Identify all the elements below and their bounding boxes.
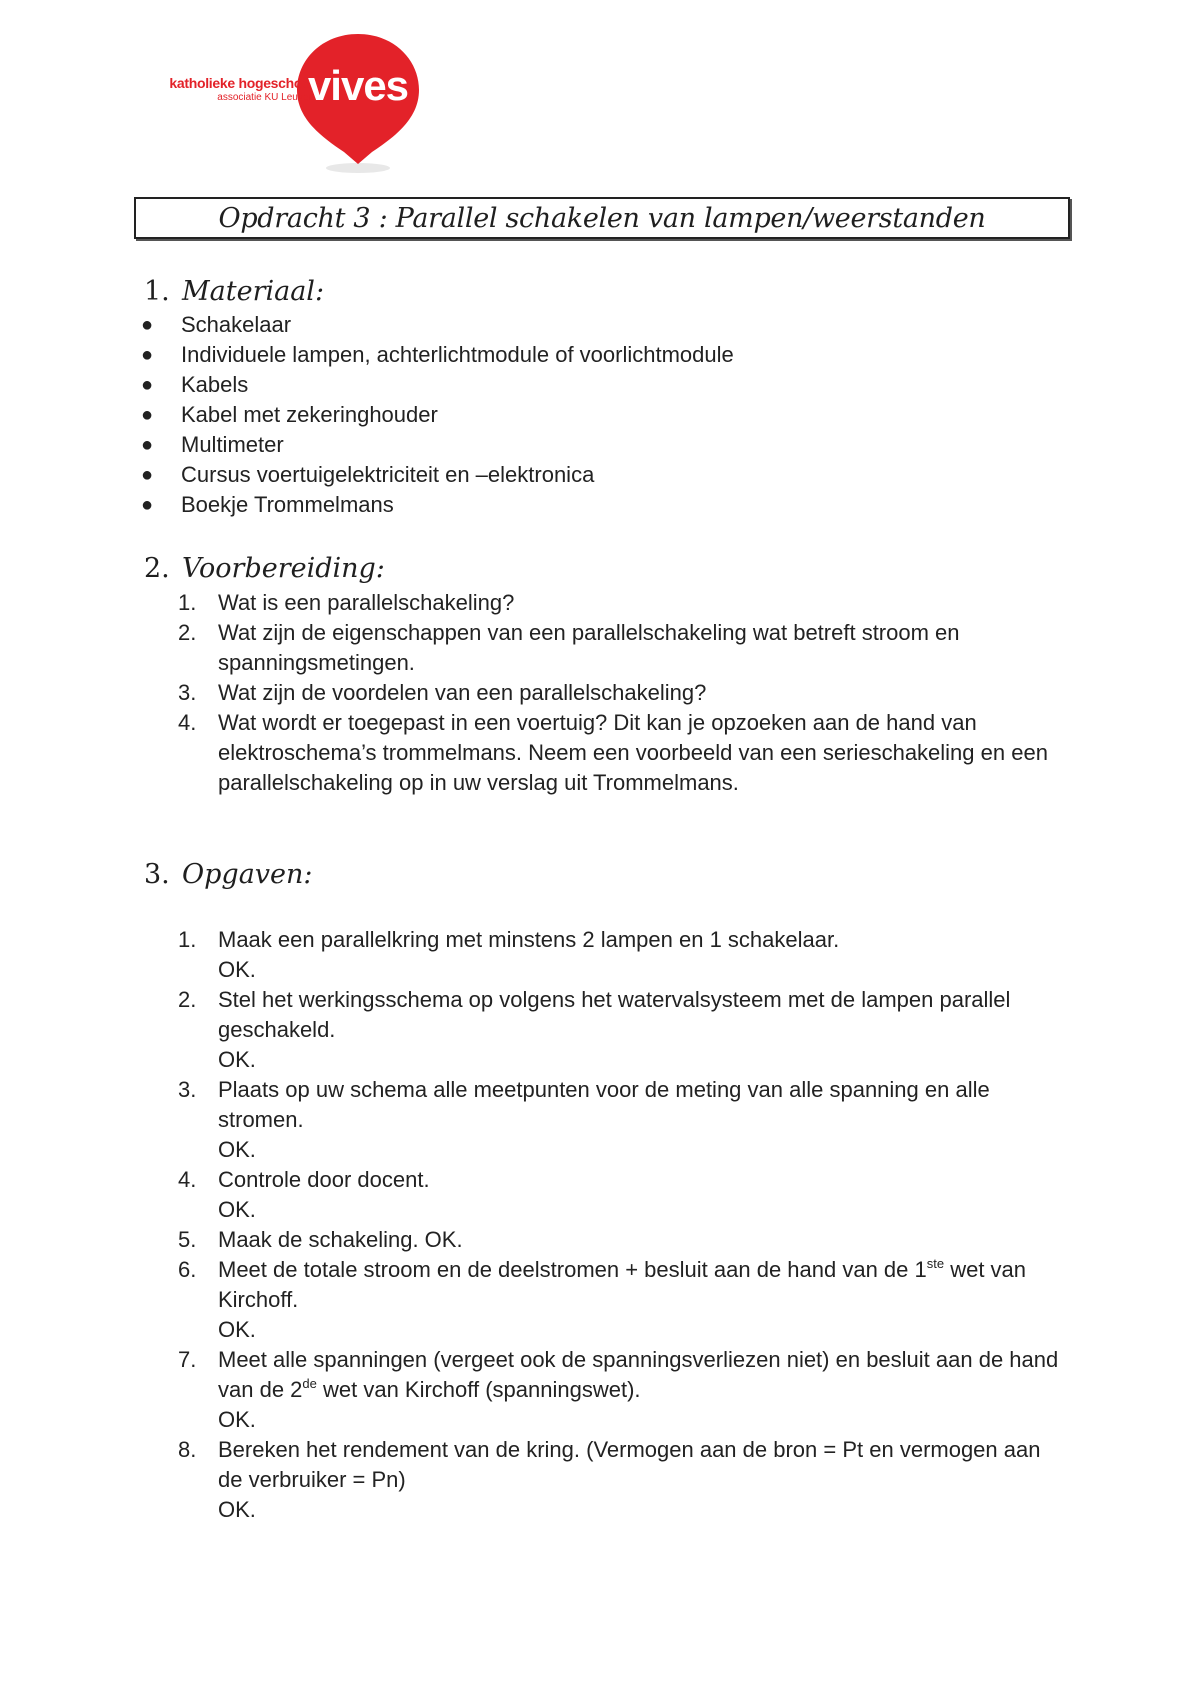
section-title: Opgaven:	[182, 859, 313, 890]
logo-text	[164, 75, 314, 103]
materiaal-list	[0, 310, 734, 520]
ok-text: OK.	[218, 1197, 256, 1222]
list-item: 6. Meet de totale stroom en de deelstromen + besluit aan de hand van de 1ste wet van Kirchoff. OK.	[0, 1255, 1068, 1345]
ok-text: OK.	[218, 1047, 256, 1072]
bullet-icon: ●	[141, 494, 154, 516]
section-number: 1.	[144, 276, 170, 307]
voorbereiding-list	[0, 588, 1068, 798]
bullet-icon: ●	[141, 464, 154, 486]
list-item: 1. Maak een parallelkring met minstens 2 lampen en 1 schakelaar. OK.	[0, 925, 1068, 985]
ok-text: OK.	[218, 1317, 256, 1342]
section-number: 3.	[144, 859, 170, 890]
logo-wordmark: vives	[307, 62, 409, 109]
list-item: ● Schakelaar	[0, 310, 734, 340]
ok-text: OK.	[218, 957, 256, 982]
section-heading-opgaven	[144, 859, 313, 890]
list-item: 1. Wat is een parallelschakeling?	[178, 590, 515, 615]
list-item: ● Boekje Trommelmans	[0, 490, 734, 520]
list-item: 2. Stel het werkingsschema op volgens het watervalsysteem met de lampen parallel geschakeld. OK.	[0, 985, 1068, 1075]
list-item: 4. Wat wordt er toegepast in een voertuig? Dit kan je opzoeken aan de hand van elektroschema’s trommelmans. Neem een voorbeeld van een serieschakeling en een parallelschakeling op in uw verslag uit Trommelmans.	[178, 710, 1048, 795]
list-item: 7. Meet alle spanningen (vergeet ook de spanningsverliezen niet) en besluit aan de hand van de 2de wet van Kirchoff (spanningswet). OK.	[0, 1345, 1068, 1435]
bullet-icon: ●	[141, 314, 154, 336]
list-item: 2. Wat zijn de eigenschappen van een parallelschakeling wat betreft stroom en spanningsmetingen.	[178, 620, 960, 675]
superscript: de	[302, 1376, 317, 1391]
section-number: 2.	[144, 553, 170, 584]
opgaven-list	[0, 925, 1068, 1525]
list-item: 5. Maak de schakeling. OK.	[178, 1227, 463, 1252]
section-heading-voorbereiding	[144, 553, 385, 584]
list-item: ● Multimeter	[0, 430, 734, 460]
list-item: ● Cursus voertuigelektriciteit en –elektronica	[0, 460, 734, 490]
bullet-icon: ●	[141, 434, 154, 456]
list-item: 3. Plaats op uw schema alle meetpunten voor de meting van alle spanning en alle stromen. OK.	[0, 1075, 1068, 1165]
logo-line-1: katholieke hogeschool	[169, 75, 314, 91]
logo-line-2: associatie KU Leuven	[217, 92, 314, 103]
title-box	[134, 197, 1070, 239]
section-heading-materiaal	[144, 276, 324, 307]
list-item: 4. Controle door docent. OK.	[0, 1165, 1068, 1225]
ok-text: OK.	[218, 1497, 256, 1522]
list-item: 8. Bereken het rendement van de kring. (Vermogen aan de bron = Pt en vermogen aan de verbruiker = Pn) OK.	[0, 1435, 1068, 1525]
list-item: ● Kabel met zekeringhouder	[0, 400, 734, 430]
ok-text: OK.	[218, 1407, 256, 1432]
superscript: ste	[926, 1256, 945, 1271]
section-title: Materiaal:	[182, 276, 325, 307]
page-title: Opdracht 3 : Parallel schakelen van lampen/weerstanden	[218, 202, 986, 234]
list-item: ● Individuele lampen, achterlichtmodule of voorlichtmodule	[0, 340, 734, 370]
bullet-icon: ●	[141, 404, 154, 426]
list-item: ● Kabels	[0, 370, 734, 400]
list-item: 3. Wat zijn de voordelen van een parallelschakeling?	[178, 680, 707, 705]
section-title: Voorbereiding:	[182, 553, 385, 584]
bullet-icon: ●	[141, 344, 154, 366]
ok-text: OK.	[218, 1137, 256, 1162]
bullet-icon: ●	[141, 374, 154, 396]
vives-logo	[160, 30, 420, 180]
